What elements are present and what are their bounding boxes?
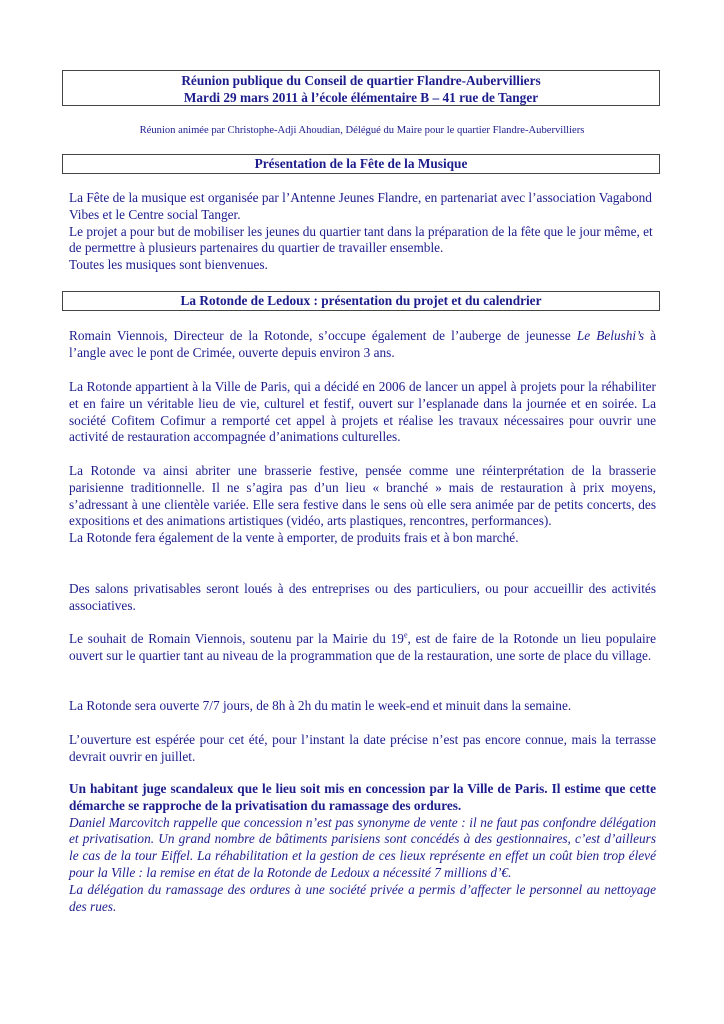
paragraph: Toutes les musiques sont bienvenues. — [69, 257, 268, 273]
paragraph: La Fête de la musique est organisée par l’Antenne Jeunes Flandre, en partenariat avec l’association Vagabond Vibes et le Centre social Tanger. — [69, 190, 652, 222]
paragraph: La Rotonde va ainsi abriter une brasserie festive, pensée comme une réinterprétation de la brasserie parisienne traditionnelle. Il ne s’agira pas d’un lieu « branché » mais de restauration à prix moyens, s’adressant à une clientèle variée. Elle sera festive dans le sens où elle sera animée par de petits concerts, des expositions et des animations artistiques (vidéo, arts plastiques, rencontres, performances). La Rotonde fera également de la vente à emporter, de produits frais et à bon marché. — [69, 463, 656, 546]
paragraph: Le projet a pour but de mobiliser les jeunes du quartier tant dans la préparation de la fête que le jour même, et de permettre à plusieurs partenaires du quartier de travailler ensemble. — [69, 223, 653, 256]
section-fete-musique-title: Présentation de la Fête de la Musique — [62, 154, 660, 174]
section-fete-musique-body — [69, 190, 656, 274]
paragraph: La Rotonde appartient à la Ville de Paris, qui a décidé en 2006 de lancer un appel à projets pour la réhabiliter et en faire un véritable lieu de vie, culturel et festif, ouvert sur l’esplanade dans la journée et en soirée. La société Cofitem Cofimur a remporté cet appel à projets et réalise les travaux nécessaires pour ouvrir une activité de restauration accompagnée d’animations culturelles. — [69, 379, 656, 445]
paragraph: L’ouverture est espérée pour cet été, pour l’instant la date précise n’est pas encore connue, mais la terrasse devrait ouvrir en juillet. — [69, 732, 656, 764]
paragraph: Romain Viennois, Directeur de la Rotonde, s’occupe également de l’auberge de jeunesse Le Belushi’s à l’angle avec le pont de Crimée, ouverte depuis environ 3 ans. — [69, 328, 656, 360]
document-header-box — [62, 70, 660, 106]
paragraph: Le souhait de Romain Viennois, soutenu par la Mairie du 19e, est de faire de la Rotonde un lieu populaire ouvert sur le quartier tant au niveau de la programmation que de la restauration, une sorte de place du village. — [69, 630, 656, 663]
answer-paragraph: La délégation du ramassage des ordures à une société privée a permis d’affecter le personnel au nettoyage des rues. — [69, 881, 656, 914]
resident-question: Un habitant juge scandaleux que le lieu soit mis en concession par la Ville de Paris. Il estime que cette démarche se rapproche de la privatisation du ramassage des ordures. — [69, 781, 656, 813]
question-answer-block — [69, 781, 656, 915]
paragraph: La Rotonde sera ouverte 7/7 jours, de 8h à 2h du matin le week-end et minuit dans la semaine. — [69, 698, 572, 713]
meeting-host-line: Réunion animée par Christophe-Adji Ahoudian, Délégué du Maire pour le quartier Flandre-Aubervilliers — [139, 125, 585, 136]
meeting-title: Réunion publique du Conseil de quartier Flandre-Aubervilliers — [181, 73, 541, 88]
auberge-name: Le Belushi’s — [576, 328, 645, 343]
paragraph: Des salons privatisables seront loués à des entreprises ou des particuliers, ou pour accueillir des activités associatives. — [69, 581, 656, 613]
answer-paragraph: Daniel Marcovitch rappelle que concession n’est pas synonyme de vente : il ne faut pas confondre délégation et privatisation. Un grand nombre de bâtiments parisiens sont concédés à des gestionnaires, c’est d’ailleurs le cas de la tour Eiffel. La réhabilitation et la gestion de ces lieux représente en effet un coût bien trop élevé pour la Ville : la remise en état de la Rotonde de Ledoux a nécessité 7 millions d’€. — [69, 814, 656, 880]
meeting-date-location: Mardi 29 mars 2011 à l’école élémentaire B – 41 rue de Tanger — [183, 90, 539, 105]
section-rotonde-title: La Rotonde de Ledoux : présentation du projet et du calendrier — [62, 291, 660, 311]
